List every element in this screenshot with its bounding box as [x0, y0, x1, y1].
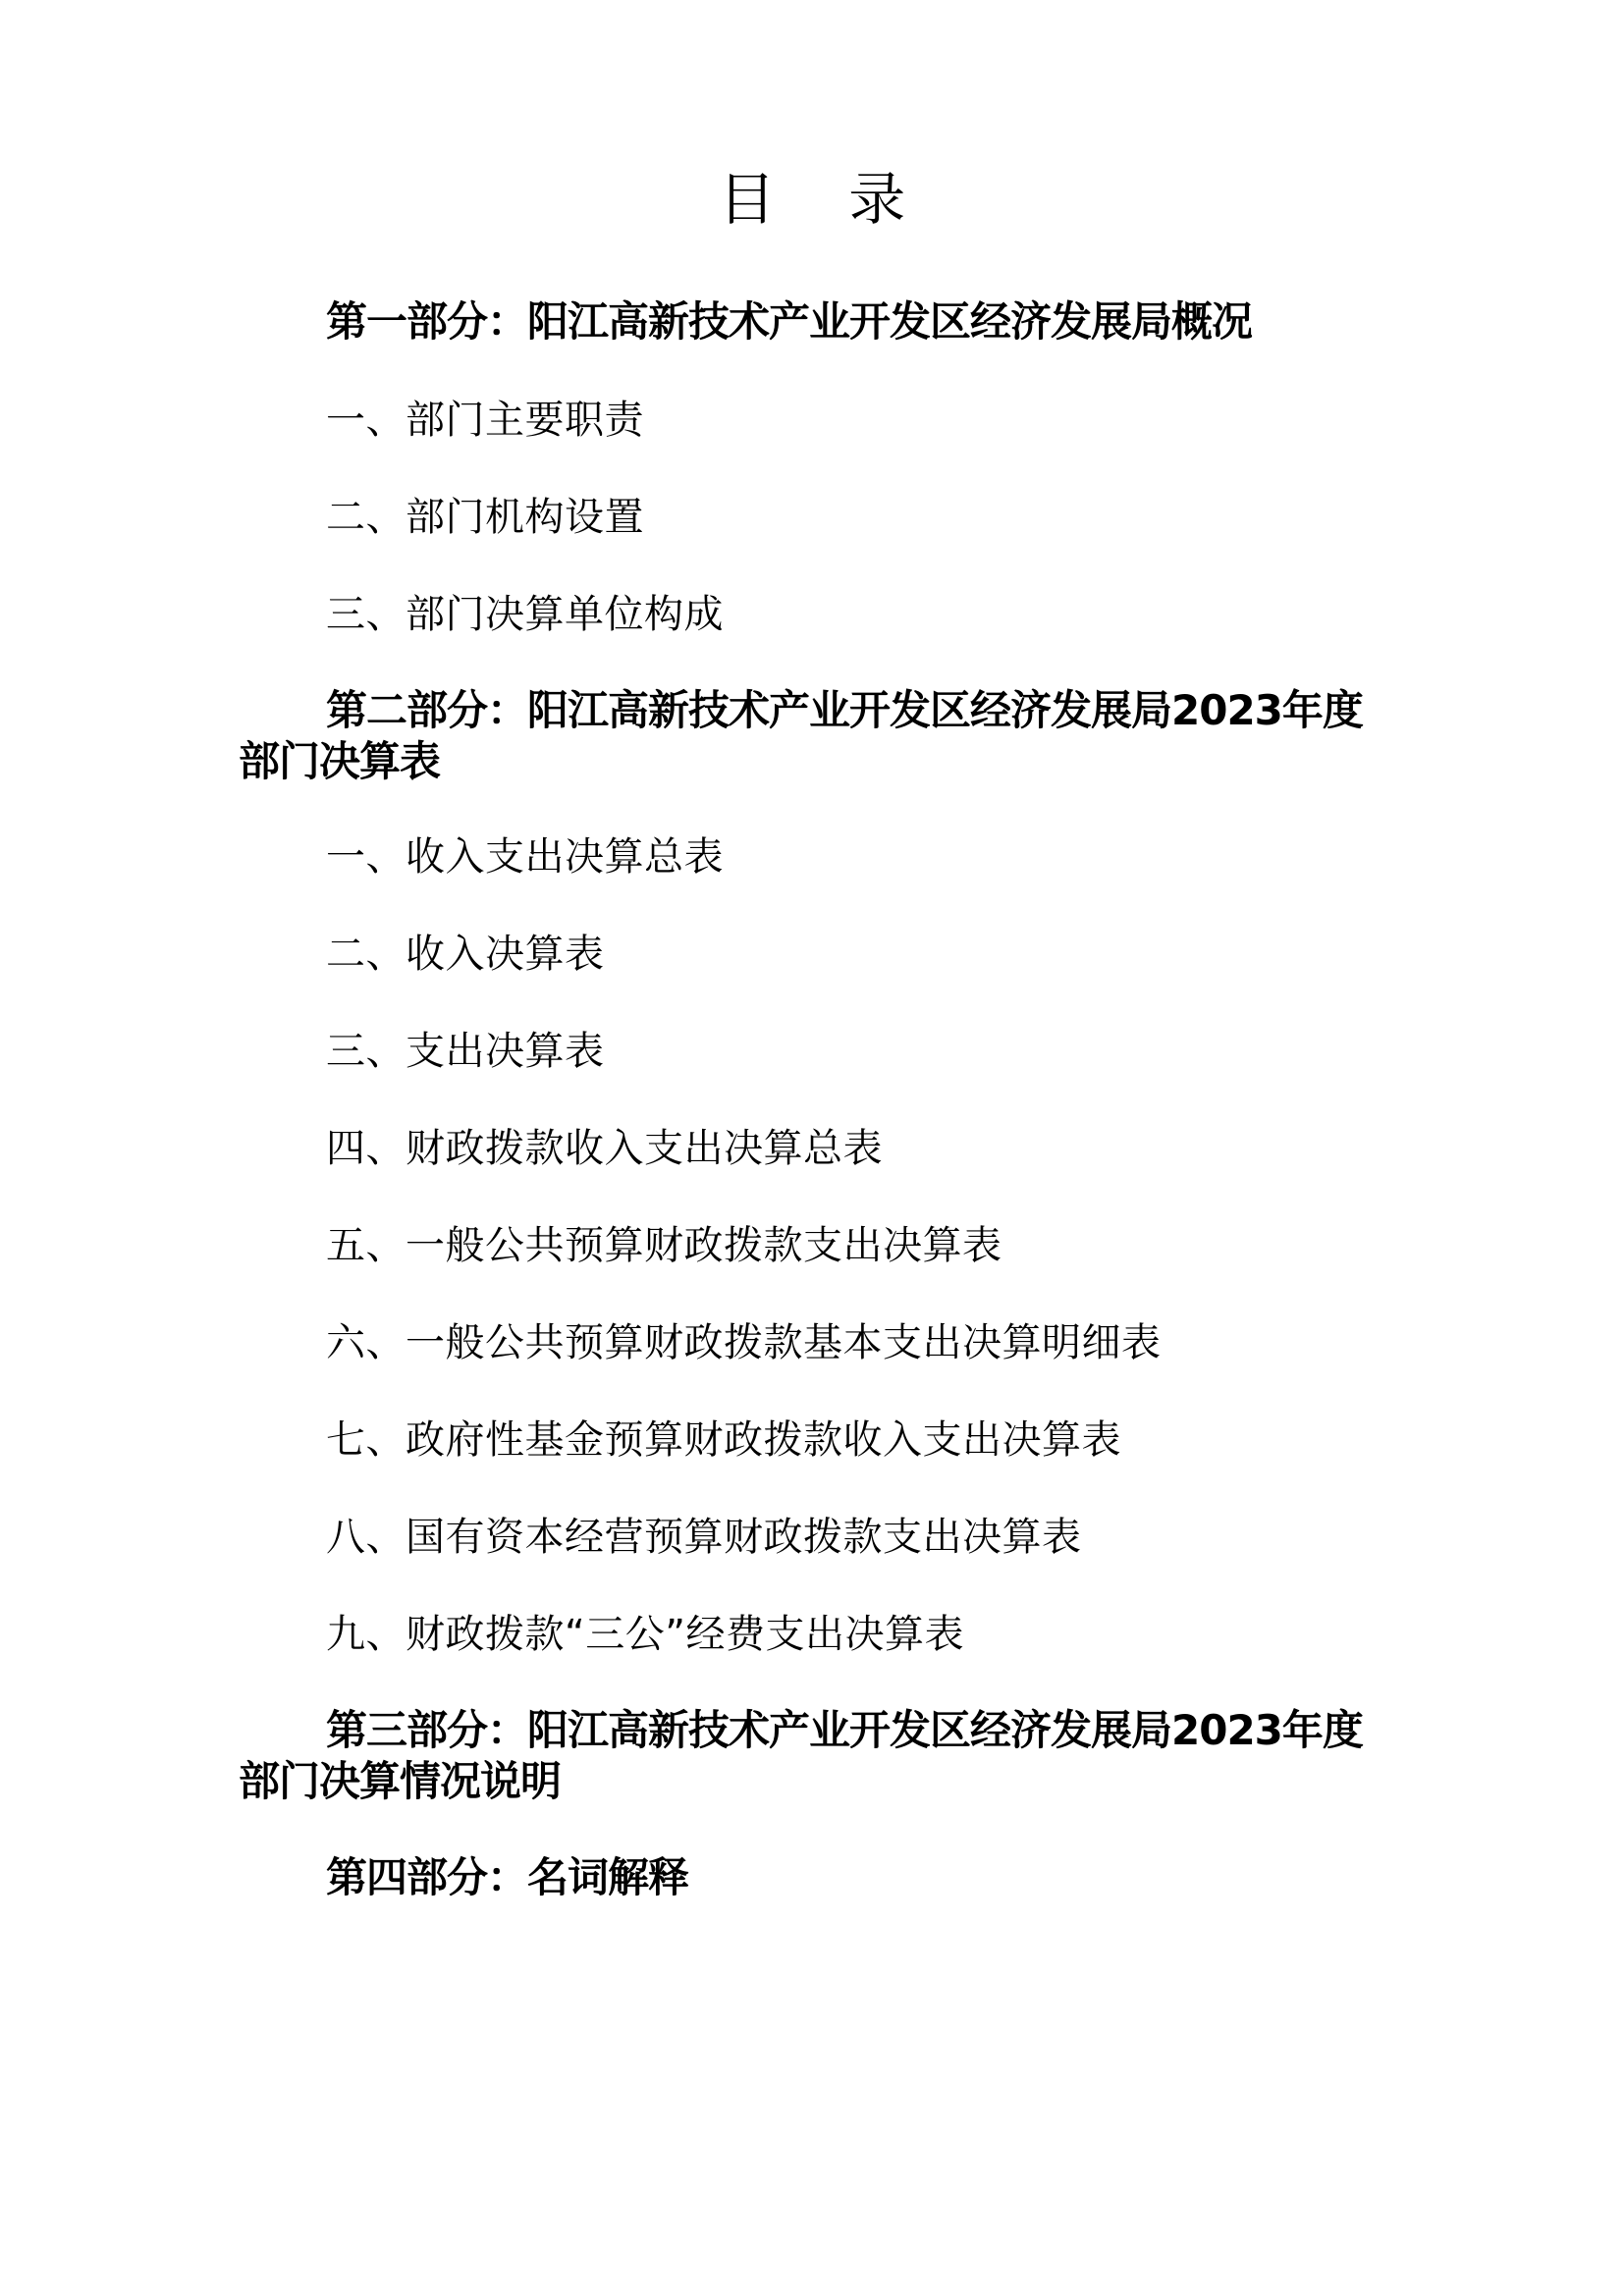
- toc-part1-item-3: 三、部门决算单位构成: [326, 592, 724, 637]
- toc-part2-item-1: 一、收入支出决算总表: [326, 834, 724, 880]
- toc-part2-item-6: 六、一般公共预算财政拨款基本支出决算明细表: [326, 1320, 1162, 1365]
- toc-part1-item-2: 二、部门机构设置: [326, 495, 644, 540]
- toc-part2-heading: 第二部分：阳江高新技术产业开发区经济发展局2023年度部门决算表: [239, 686, 1363, 785]
- toc-part2-item-3: 三、支出决算表: [326, 1029, 605, 1074]
- toc-part1-heading: 第一部分：阳江高新技术产业开发区经济发展局概况: [326, 297, 1253, 346]
- toc-part2-item-7: 七、政府性基金预算财政拨款收入支出决算表: [326, 1417, 1121, 1463]
- toc-part2-item-8: 八、国有资本经营预算财政拨款支出决算表: [326, 1515, 1082, 1560]
- toc-part2-item-2: 二、收入决算表: [326, 932, 605, 977]
- toc-title: 目 录: [718, 166, 934, 233]
- toc-part3-heading: 第三部分：阳江高新技术产业开发区经济发展局2023年度部门决算情况说明: [239, 1706, 1363, 1805]
- toc-part2-item-5: 五、一般公共预算财政拨款支出决算表: [326, 1223, 1002, 1268]
- toc-part2-item-9: 九、财政拨款“三公”经费支出决算表: [326, 1612, 964, 1657]
- toc-part2-item-4: 四、财政拨款收入支出决算总表: [326, 1126, 883, 1171]
- toc-part1-item-1: 一、部门主要职责: [326, 398, 644, 443]
- toc-part4-heading: 第四部分：名词解释: [326, 1853, 689, 1901]
